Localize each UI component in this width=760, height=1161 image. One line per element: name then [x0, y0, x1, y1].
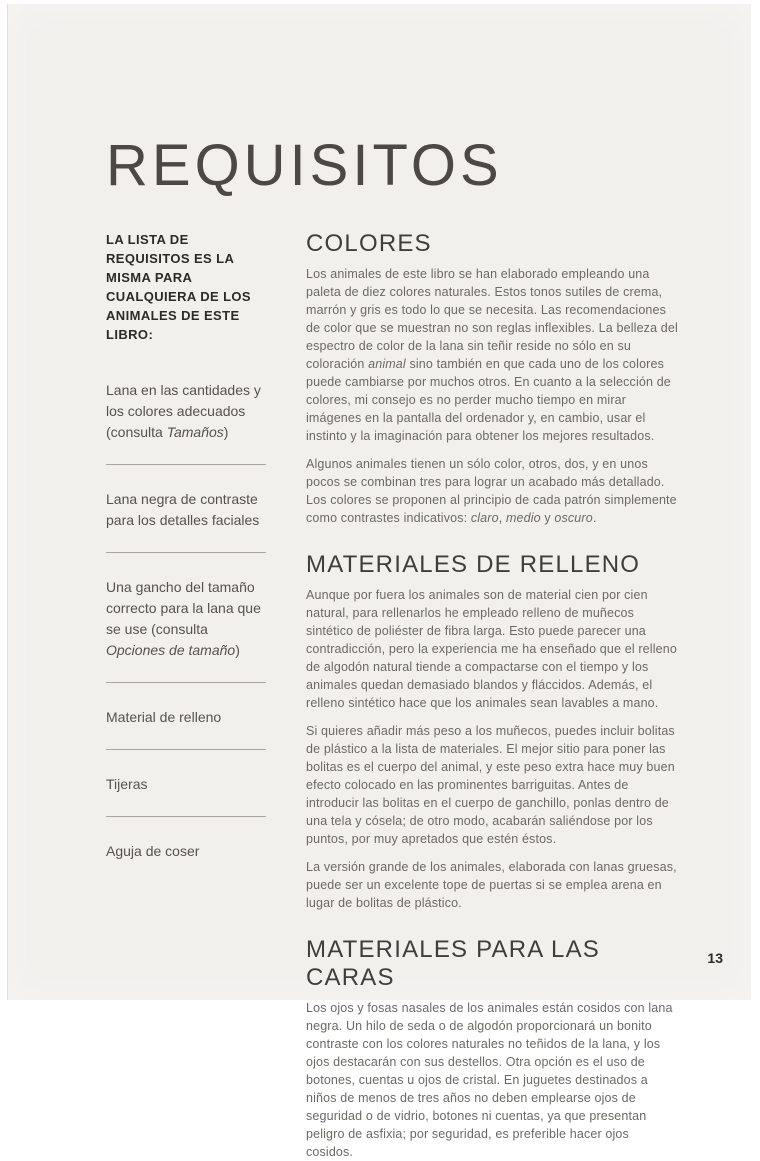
sidebar-item: Una gancho del tamaño correcto para la lana que se use (consulta Opciones de tamaño) — [106, 579, 261, 658]
sidebar-divider — [106, 682, 266, 683]
section-heading: COLORES — [306, 230, 432, 257]
section-materiales-relleno — [306, 551, 678, 912]
sidebar-items — [106, 380, 266, 862]
page-title: REQUISITOS — [106, 133, 503, 198]
sidebar-divider — [106, 464, 266, 465]
body-paragraph: Los ojos y fosas nasales de los animales están cosidos con lana negra. Un hilo de seda o de algodón proporcionará un bonito contraste con los colores naturales no teñidos de la lana, y los ojos destacarán con sus destellos. Otra opción es el uso de botones, cuentas u ojos de cristal. En juguetes destinados a niños de menos de tres años no deben emplearse ojos de seguridad o de vidrio, botones ni cuentas, ya que presentan peligro de asfixia; por seguridad, es preferible hacer ojos cosidos. — [306, 1001, 673, 1159]
body-paragraph: La versión grande de los animales, elaborada con lanas gruesas, puede ser un excelente tope de puertas si se emplea arena en lugar de bolitas de plástico. — [306, 860, 677, 910]
main-column — [306, 230, 678, 1161]
section-materiales-caras — [306, 936, 678, 1161]
section-heading: MATERIALES PARA LAS CARAS — [306, 936, 601, 991]
sidebar-item: Tijeras — [106, 776, 148, 792]
sidebar-item: Aguja de coser — [106, 843, 200, 859]
sidebar-item: Material de relleno — [106, 709, 222, 725]
body-paragraph: Los animales de este libro se han elaborado empleando una paleta de diez colores naturales. Estos tonos sutiles de crema, marrón y gris es todo lo que se necesita. Las recomendaciones de color que se muestran no son reglas inflexibles. La belleza del espectro de color de la lana sin teñir reside no sólo en su coloración animal sino también en que cada uno de los colores puede cambiarse por muchos otros. En cuanto a la selección de colores, mi consejo es no perder mucho tiempo en mirar imágenes en la pantalla del ordenador y, en cambio, usar el instinto y la imaginación para obtener los mejores resultados. — [306, 267, 678, 443]
section-paragraphs — [306, 999, 678, 1161]
sidebar-divider — [106, 816, 266, 817]
body-paragraph: Algunos animales tienen un sólo color, otros, dos, y en unos pocos se combinan tres para lograr un acabado más detallado. Los colores se proponen al principio de cada patrón simplemente como contrastes indicativos: claro, medio y oscuro. — [306, 457, 677, 525]
section-paragraphs — [306, 586, 678, 912]
sidebar-divider — [106, 552, 266, 553]
sidebar-intro: LA LISTA DE REQUISITOS ES LA MISMA PARA CUALQUIERA DE LOS ANIMALES DE ESTE LIBRO: — [106, 232, 251, 342]
section-colores — [306, 230, 678, 527]
requirements-sidebar — [106, 230, 266, 1161]
body-paragraph: Aunque por fuera los animales son de material cien por cien natural, para rellenarlos he empleado relleno de muñecos sintético de poliéster de fibra larga. Esto puede parecer una contradicción, pero la experiencia me ha enseñado que el relleno de algodón natural tiende a compactarse con el tiempo y los animales quedan demasiado blandos y fláccidos. Además, el relleno sintético hace que los animales sean lavables a mano. — [306, 588, 677, 710]
sidebar-item: Lana en las cantidades y los colores adecuados (consulta Tamaños) — [106, 382, 261, 440]
book-page — [7, 4, 751, 1159]
sidebar-item: Lana negra de contraste para los detalles faciales — [106, 491, 260, 528]
page-content — [106, 230, 678, 1161]
section-heading: MATERIALES DE RELLENO — [306, 551, 641, 578]
page-number: 13 — [707, 950, 723, 966]
body-paragraph: Si quieres añadir más peso a los muñecos, puedes incluir bolitas de plástico a la lista de materiales. El mejor sitio para poner las bolitas es el cuerpo del animal, y este peso extra hace muy buen efecto colocado en las prominentes barriguitas. Antes de introducir las bolitas en el cuerpo de ganchillo, ponlas dentro de una tela y cósela; de otro modo, acabarán saliéndose por los puntos, por muy apretados que estén éstos. — [306, 724, 675, 846]
section-paragraphs — [306, 265, 678, 527]
sidebar-divider — [106, 749, 266, 750]
